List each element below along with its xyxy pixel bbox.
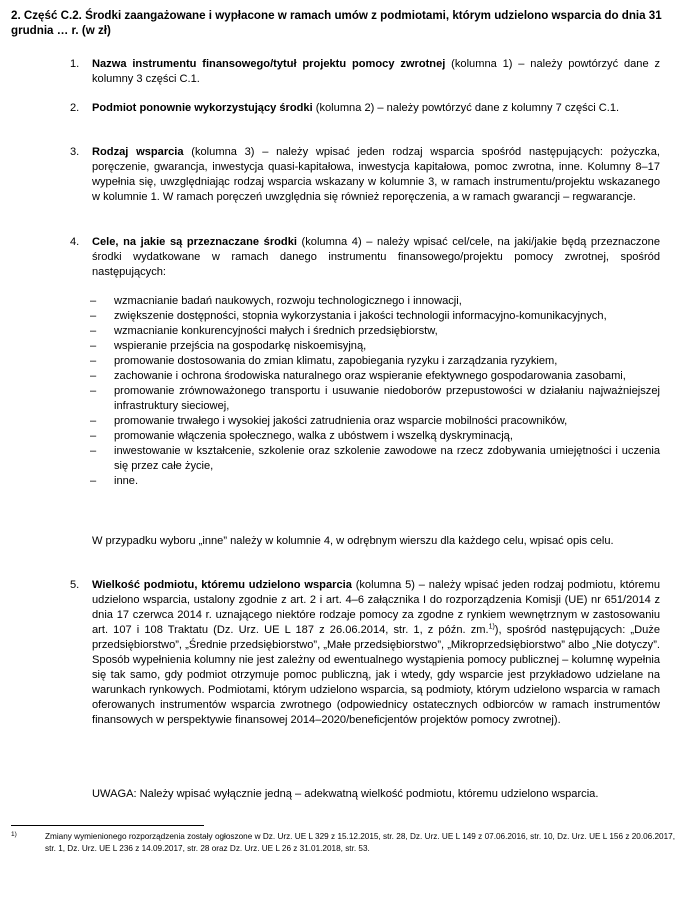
footnote bbox=[11, 831, 675, 855]
dash: – bbox=[90, 430, 97, 442]
item-term: Nazwa instrumentu finansowego/tytuł projektu pomocy zwrotnej bbox=[92, 58, 446, 70]
list-item-1 bbox=[70, 57, 660, 87]
item-term: Podmiot ponownie wykorzystujący środki bbox=[92, 102, 313, 114]
dash: – bbox=[90, 370, 97, 382]
item-number: 1. bbox=[70, 58, 80, 70]
section-heading: 2. Część C.2. Środki zaangażowane i wypłacone w ramach umów z podmiotami, którym udzielono wsparcia do dnia 31 grudnia … r. (w zł) bbox=[11, 9, 662, 37]
dash: – bbox=[90, 340, 97, 352]
dash: – bbox=[90, 295, 97, 307]
bullet-text: zachowanie i ochrona środowiska naturalnego oraz wspieranie efektywnego gospodarowania zasobami, bbox=[114, 370, 626, 382]
bullet-text: wspieranie przejścia na gospodarkę niskoemisyjną, bbox=[114, 340, 367, 352]
item-text: (kolumna 4) – należy wpisać cel/cele, na jaki/jakie będą przeznaczone środki wydatkowane w ramach danego instrumentu finansowego/projektu pomocy zwrotnej, spośród następujących: bbox=[92, 236, 660, 278]
list-item bbox=[90, 474, 660, 489]
item-text: (kolumna 3) – należy wpisać jeden rodzaj wsparcia spośród następujących: pożyczka, poręczenie, gwarancja, inwestycja quasi-kapitałowa, inwestycja kapitałowa, pomoc zwrotna, inne. Kolumny 8–17 wypełnia się, uwzględniając rodzaj wsparcia wskazany w kolumnie 3, w ramach instrumentu/projektu wskazanego w kolumnie 1. W ramach poręczeń uwzględnia się również reporęczenia, a w ramach gwarancji – regwarancje. bbox=[92, 146, 660, 203]
item-body bbox=[92, 57, 660, 87]
item-text: (kolumna 2) – należy powtórzyć dane z kolumny 7 części C.1. bbox=[312, 102, 620, 114]
bullet-text: wzmacnianie konkurencyjności małych i średnich przedsiębiorstw, bbox=[114, 325, 438, 337]
list-item-4 bbox=[70, 235, 660, 280]
item-term: Cele, na jakie są przeznaczane środki bbox=[92, 236, 297, 248]
item-body bbox=[92, 235, 660, 280]
dash: – bbox=[90, 415, 97, 427]
list-item bbox=[90, 384, 660, 414]
list-item bbox=[90, 294, 660, 309]
list-item-5 bbox=[70, 578, 660, 728]
list-item bbox=[90, 339, 660, 354]
item-number: 3. bbox=[70, 146, 80, 158]
bullet-text: promowanie dostosowania do zmian klimatu, zapobiegania ryzyku i zarządzania ryzykiem, bbox=[114, 355, 558, 367]
list-item bbox=[90, 309, 660, 324]
bullet-text: zwiększenie dostępności, stopnia wykorzystania i jakości technologii informacyjno-komunikacyjnych, bbox=[114, 310, 607, 322]
item-body bbox=[92, 101, 660, 116]
dash: – bbox=[90, 385, 97, 397]
footnote-divider bbox=[11, 825, 204, 826]
item-text: (kolumna 1) – należy powtórzyć dane z kolumny 3 części C.1. bbox=[92, 58, 661, 85]
list-item-2 bbox=[70, 101, 660, 116]
dash: – bbox=[90, 355, 97, 367]
bullet-text: promowanie zrównoważonego transportu i usuwanie niedoborów przepustowości w działaniu najważniejszej infrastruktury sieciowej, bbox=[114, 385, 660, 412]
list-item-3 bbox=[70, 145, 660, 205]
item-text: (kolumna 5) – należy wpisać jeden rodzaj podmiotu, któremu udzielono wsparcia, ustalony zgodnie z art. 2 i art. 4–6 załącznika I do rozporządzenia Komisji (UE) nr 651/2014 z dnia 17 czerwca 2014 r. uznającego niektóre rodzaje pomocy za zgodne z rynkiem wewnętrznym w zastosowaniu art. 107 i 108 Traktatu (Dz. Urz. UE L 187 z 26.06.2014, str. 1, z późn. zm. bbox=[92, 579, 660, 636]
item-number: 5. bbox=[70, 579, 80, 591]
dash: – bbox=[90, 310, 97, 322]
bullet-text: inne. bbox=[114, 475, 139, 487]
item-term: Wielkość podmiotu, któremu udzielono wsparcia bbox=[92, 579, 352, 591]
list-item bbox=[90, 324, 660, 339]
footnote-ref: 1) bbox=[488, 623, 495, 631]
item-number: 4. bbox=[70, 236, 80, 248]
bullet-text: inwestowanie w kształcenie, szkolenie oraz szkolenie zawodowe na rzecz zdobywania umiejętności i uczenia się przez całe życie, bbox=[114, 445, 660, 472]
item-text-cont: ), spośród następujących: „Duże przedsiębiorstwo”, „Średnie przedsiębiorstwo”, „Małe przedsiębiorstwo”, „Mikroprzedsiębiorstwo” albo „Nie dotyczy”. Sposób wypełnienia kolumny nie jest zależny od ewentualnego wystąpienia pomocy publicznej – kolumnę wypełnia się tak samo, gdy podmiot otrzymuje pomoc publiczną, jak i wtedy, gdy wsparcie jest przykładowo udzielane na warunkach rynkowych. Podmiotami, którym udzielono wsparcia, są podmioty, którym udzielono wsparcia w ramach oferowanych instrumentów wsparcia zwrotnego (odpowiednicy ostatecznych odbiorców w ramach instrumentów finansowych w perspektywie finansowej 2014–2020/beneficjentów projektów pomocy zwrotnej). bbox=[92, 624, 660, 726]
list-item bbox=[90, 354, 660, 369]
footnote-number: 1) bbox=[11, 831, 17, 838]
uwaga-note: UWAGA: Należy wpisać wyłącznie jedną – adekwatną wielkość podmiotu, któremu udzielono wsparcia. bbox=[92, 788, 599, 800]
item-term: Rodzaj wsparcia bbox=[92, 146, 184, 158]
inne-note: W przypadku wyboru „inne” należy w kolumnie 4, w odrębnym wierszu dla każdego celu, wpisać opis celu. bbox=[92, 535, 614, 547]
item-body bbox=[92, 578, 660, 728]
item-body bbox=[92, 145, 660, 205]
footnote-text: Zmiany wymienionego rozporządzenia zostały ogłoszone w Dz. Urz. UE L 329 z 15.12.2015, str. 28, Dz. Urz. UE L 149 z 07.06.2016, str. 10, Dz. Urz. UE L 156 z 20.06.2017, str. 1, Dz. Urz. UE L 236 z 14.09.2017, str. 28 oraz Dz. Urz. UE L 26 z 31.01.2018, str. 53. bbox=[45, 832, 675, 853]
list-item bbox=[90, 429, 660, 444]
dash: – bbox=[90, 325, 97, 337]
bullet-text: wzmacnianie badań naukowych, rozwoju technologicznego i innowacji, bbox=[114, 295, 462, 307]
bullet-text: promowanie włączenia społecznego, walka z ubóstwem i wszelką dyskryminacją, bbox=[114, 430, 513, 442]
goals-list bbox=[90, 294, 660, 489]
dash: – bbox=[90, 475, 97, 487]
item-number: 2. bbox=[70, 102, 80, 114]
list-item bbox=[90, 414, 660, 429]
bullet-text: promowanie trwałego i wysokiej jakości zatrudnienia oraz wsparcie mobilności pracowników, bbox=[114, 415, 568, 427]
list-item bbox=[90, 444, 660, 474]
dash: – bbox=[90, 445, 97, 457]
list-item bbox=[90, 369, 660, 384]
